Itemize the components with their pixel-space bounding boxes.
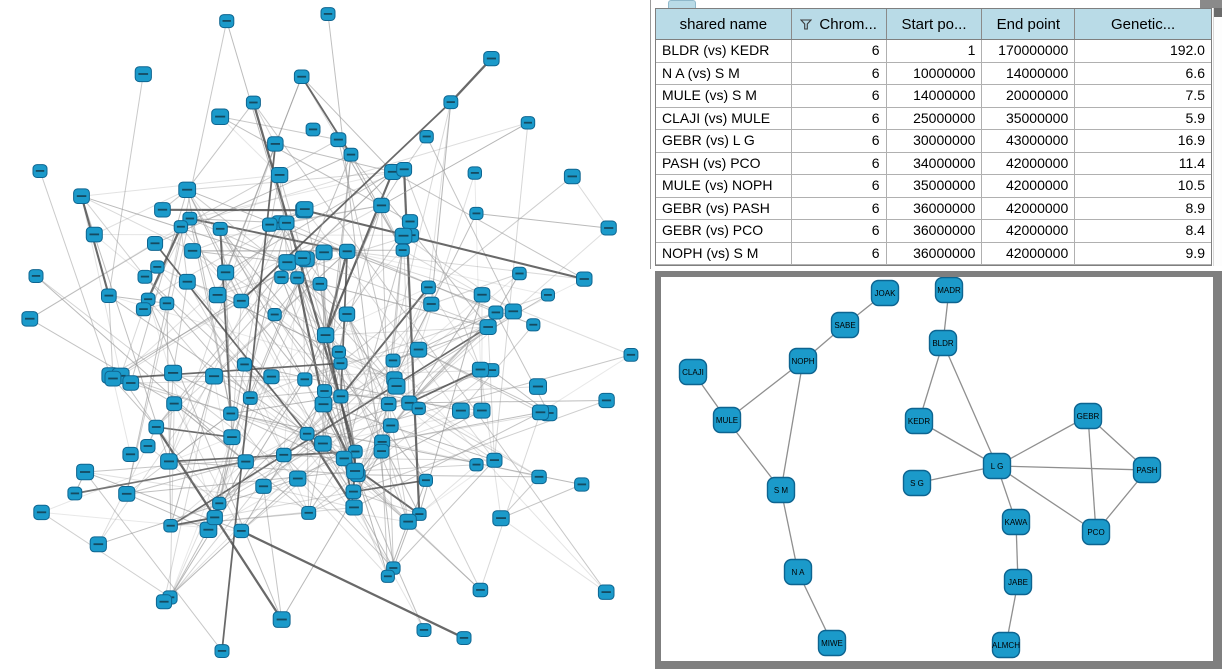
network-edge: [82, 196, 109, 296]
network-node-label: [213, 294, 223, 296]
network-node-label: [152, 426, 161, 428]
table-cell: 35000000: [887, 175, 983, 197]
network-edge: [427, 137, 514, 312]
network-node-label: [415, 408, 423, 410]
network-node-label: [216, 228, 225, 230]
network-node-label: S M: [773, 486, 789, 495]
network-node-label: [471, 172, 479, 174]
network-node-label: [318, 443, 328, 445]
network-edge: [358, 475, 539, 477]
network-node-label: [490, 459, 499, 461]
network-edge: [94, 190, 187, 235]
network-node-label: [535, 476, 544, 478]
column-header-genetic[interactable]: [1075, 9, 1211, 39]
network-node-label: [422, 479, 430, 481]
network-node-label: CLAJI: [682, 368, 704, 377]
column-header-label: Chrom...: [819, 15, 877, 33]
network-node-label: [602, 400, 611, 402]
table-cell: 6: [792, 40, 887, 62]
network-node-label: [420, 629, 428, 631]
network-node-label: [177, 226, 185, 228]
table-cell: GEBR (vs) PASH: [656, 198, 792, 220]
network-node-label: BLDR: [932, 339, 954, 348]
network-edge: [572, 177, 608, 229]
network-node-label: [544, 294, 552, 296]
network-node-label: [320, 390, 328, 392]
network-node-label: [403, 521, 413, 523]
network-node-label: [337, 395, 346, 397]
network-node-label: [487, 58, 496, 60]
network-node-label: [210, 517, 219, 519]
network-edge: [501, 518, 606, 592]
network-node-label: [384, 403, 393, 405]
network-node-label: [282, 222, 291, 224]
network-node-label: SABE: [834, 321, 856, 330]
network-node-label: [90, 234, 100, 236]
table-cell: 6: [792, 153, 887, 175]
table-cell: 6: [792, 220, 887, 242]
table-cell: 11.4: [1178, 154, 1205, 171]
network-node-label: [389, 567, 397, 569]
network-node-label: [515, 273, 523, 275]
network-node-label: [300, 208, 310, 210]
table-cell: 10.5: [1177, 177, 1205, 193]
network-node-label: [297, 76, 306, 78]
table-cell: PASH (vs) PCO: [656, 153, 792, 175]
network-node-label: [164, 461, 174, 463]
network-node-label: [351, 451, 359, 453]
network-node-label: [473, 213, 481, 215]
table-scrollbar-thumb[interactable]: [1214, 8, 1222, 17]
network-node-label: [241, 461, 250, 463]
network-node-label: [223, 20, 231, 22]
network-node-label: [186, 218, 194, 220]
table-body: [656, 40, 1211, 265]
network-edge: [173, 282, 187, 373]
network-node-label: [138, 73, 148, 75]
table-cell: 7.5: [1185, 87, 1205, 103]
network-node-label: [324, 13, 332, 15]
network-node-label: [77, 195, 87, 197]
network-node-label: [349, 491, 358, 493]
table-cell: 34000000: [887, 153, 983, 175]
table-cell: 1: [887, 40, 983, 62]
network-node-label: [389, 360, 397, 362]
network-edge: [480, 412, 540, 590]
network-edge: [42, 512, 171, 597]
network-node-label: MIWE: [821, 639, 843, 648]
network-node-label: [105, 295, 114, 297]
table-cell: 5.9: [1185, 109, 1205, 126]
table-cell: 9.9: [1185, 244, 1205, 261]
network-node-label: N A: [791, 568, 805, 577]
network-node-label: [221, 271, 231, 273]
network-node-label: [384, 575, 392, 577]
column-header-label: End point: [996, 15, 1061, 33]
network-edge: [355, 471, 424, 630]
network-node-label: [388, 171, 398, 173]
table-cell: 20000000: [982, 85, 1075, 107]
network-node-label: [399, 235, 409, 237]
table-cell: 6: [792, 130, 887, 152]
network-node-label: [321, 334, 331, 336]
table-row[interactable]: [656, 243, 1211, 266]
network-node-label: [80, 471, 90, 473]
network-node-label: [378, 441, 387, 443]
network-node-label: [456, 410, 466, 412]
network-edge: [167, 21, 227, 303]
network-node-label: [309, 129, 317, 131]
column-header-label: Start po...: [901, 15, 967, 33]
network-node-label: [298, 257, 307, 259]
network-node-label: [122, 493, 132, 495]
network-node-label: [377, 450, 386, 452]
network-node-label: [423, 136, 431, 138]
network-node-label: [350, 470, 360, 472]
network-node-label: [524, 122, 532, 124]
network-edge: [145, 277, 250, 398]
table-cell: 6: [792, 175, 887, 197]
network-node-label: [168, 372, 178, 374]
network-node-label: [139, 308, 148, 310]
network-node-label: [303, 433, 311, 435]
network-node-label: S G: [910, 479, 924, 488]
network-node-label: [340, 458, 349, 460]
table-scrollbar[interactable]: [1213, 8, 1222, 266]
network-node-label: [227, 436, 237, 438]
table-row[interactable]: [656, 108, 1211, 131]
table-cell: 42000000: [982, 243, 1075, 265]
subnetwork-canvas[interactable]: [661, 277, 1213, 661]
column-header-label: shared name: [679, 15, 768, 33]
network-edge: [475, 173, 481, 370]
network-node-label: [293, 478, 303, 480]
network-node-label: [246, 397, 254, 399]
network-node-label: [301, 378, 310, 380]
table-row[interactable]: [656, 85, 1211, 108]
subnetwork-view[interactable]: [661, 277, 1213, 661]
network-node-label: [279, 454, 288, 456]
network-node-label: [349, 507, 359, 509]
table-cell: 42000000: [982, 220, 1075, 242]
network-node-label: [392, 385, 402, 387]
table-cell: 10000000: [887, 63, 983, 85]
network-node-label: [237, 300, 246, 302]
table-cell: CLAJI (vs) MULE: [656, 108, 792, 130]
table-cell: 42000000: [982, 198, 1075, 220]
network-node-label: [94, 543, 104, 545]
network-node-label: [36, 170, 44, 172]
network-node-label: [460, 637, 468, 639]
network-node-label: [492, 312, 501, 314]
table-cell: 14000000: [982, 63, 1075, 85]
network-node-label: KEDR: [907, 417, 931, 426]
network-edge: [1088, 416, 1096, 532]
network-node-label: [259, 485, 268, 487]
network-node-label: [335, 351, 343, 353]
pane-splitter[interactable]: [650, 0, 651, 269]
network-node-label: [386, 425, 395, 427]
network-node-label: [602, 591, 611, 593]
table-cell: 30000000: [887, 130, 983, 152]
table-cell: 14000000: [887, 85, 983, 107]
network-node-label: [343, 250, 352, 252]
network-node-label: [405, 402, 414, 404]
network-edge: [109, 74, 143, 296]
network-node-label: ALMCH: [991, 641, 1021, 650]
table-row[interactable]: [656, 153, 1211, 176]
network-node-label: [126, 382, 135, 384]
table-cell: 6: [792, 85, 887, 107]
table-cell: MULE (vs) NOPH: [656, 175, 792, 197]
table-row[interactable]: [656, 220, 1211, 243]
network-node-label: [163, 302, 171, 304]
network-node-label: [249, 102, 257, 104]
table-cell: 35000000: [982, 108, 1075, 130]
network-node-label: [400, 168, 409, 170]
table-row[interactable]: [656, 63, 1211, 86]
network-node-label: [203, 529, 213, 531]
network-node-label: [316, 283, 324, 285]
network-node-label: [414, 349, 424, 351]
table-cell: 42000000: [982, 153, 1075, 175]
subnetwork-panel: [655, 271, 1222, 669]
network-node-label: [167, 525, 175, 527]
network-node-label: [277, 276, 285, 278]
network-node-label: [271, 143, 280, 145]
network-node-label: [170, 403, 179, 405]
network-node-label: [151, 242, 160, 244]
table-cell: N A (vs) S M: [656, 63, 792, 85]
network-node-label: [267, 376, 276, 378]
table-cell: 6: [792, 63, 887, 85]
network-node-label: [568, 176, 578, 178]
network-node-label: [144, 298, 152, 300]
network-node-label: KAWA: [1004, 518, 1028, 527]
column-header-end-point[interactable]: [982, 9, 1075, 39]
network-edge: [148, 446, 219, 503]
table-cell: 36000000: [887, 243, 983, 265]
network-edge: [482, 295, 631, 355]
filter-funnel-icon[interactable]: [800, 19, 812, 30]
network-edge: [403, 250, 482, 295]
table-row[interactable]: [656, 130, 1211, 153]
table-cell: MULE (vs) S M: [656, 85, 792, 107]
network-node-label: [277, 619, 287, 621]
network-node-label: [188, 250, 198, 252]
table-row[interactable]: [656, 175, 1211, 198]
table-cell: 42000000: [982, 175, 1075, 197]
table-row[interactable]: [656, 198, 1211, 221]
table-header-row: [656, 9, 1211, 40]
column-header-start-position[interactable]: [887, 9, 983, 39]
network-node-label: [508, 310, 518, 312]
network-edge: [94, 235, 411, 236]
network-node-label: [71, 493, 79, 495]
table-cell: 6: [792, 108, 887, 130]
network-node-label: [126, 453, 135, 455]
network-node-label: [604, 227, 613, 229]
network-node-label: [337, 362, 345, 364]
network-node-label: [32, 275, 40, 277]
table-cell: 8.9: [1185, 199, 1205, 216]
network-node-label: [427, 303, 436, 305]
network-node-label: [144, 445, 153, 447]
network-edge: [476, 214, 608, 229]
table-cell: 6.6: [1185, 64, 1205, 81]
table-cell: 192.0: [1169, 42, 1205, 58]
network-node-label: [265, 224, 274, 226]
network-node-label: [240, 364, 249, 366]
network-node-label: [153, 266, 161, 268]
network-node-label: [237, 530, 246, 532]
column-header-chromosome[interactable]: [792, 9, 887, 39]
network-node-label: PASH: [1136, 466, 1158, 475]
network-node-label: [271, 314, 279, 316]
network-edge: [540, 355, 631, 413]
table-cell: GEBR (vs) L G: [656, 130, 792, 152]
network-node-label: [293, 277, 301, 279]
network-node-label: [399, 249, 407, 251]
table-top-tab[interactable]: [668, 0, 696, 8]
network-node-label: [447, 101, 455, 103]
network-node-label: [160, 601, 169, 603]
network-edge: [409, 401, 606, 403]
network-node-label: [183, 281, 193, 283]
network-node-label: [529, 324, 537, 326]
network-edge: [943, 343, 997, 466]
network-node-label: [182, 189, 192, 191]
network-node-label: [108, 378, 118, 380]
network-node-label: [536, 411, 546, 413]
network-node-label: [347, 154, 355, 156]
network-node-label: [477, 294, 486, 296]
column-header-label: Genetic...: [1111, 15, 1176, 33]
network-node-label: [533, 386, 543, 388]
table-cell: 25000000: [887, 108, 983, 130]
network-node-label: NOPH: [791, 357, 815, 366]
network-node-label: [415, 513, 423, 515]
network-node-label: [319, 403, 329, 405]
table-cell: 6: [792, 198, 887, 220]
panel-corner-handle[interactable]: [1200, 0, 1222, 8]
network-node-label: [218, 650, 226, 652]
network-node-label: PCO: [1087, 528, 1105, 537]
network-edge: [156, 427, 232, 437]
table-cell: 16.9: [1177, 132, 1205, 148]
network-node-label: L G: [990, 462, 1004, 471]
network-node-label: [473, 464, 481, 466]
network-node-label: [580, 278, 589, 280]
network-node-label: [141, 276, 149, 278]
network-edge: [419, 465, 476, 515]
table-cell: 36000000: [887, 220, 983, 242]
network-node-label: [209, 375, 219, 377]
network-node-label: [334, 139, 343, 141]
table-cell: NOPH (vs) S M: [656, 243, 792, 265]
network-node-label: [377, 205, 386, 207]
table-cell: 36000000: [887, 198, 983, 220]
network-node-label: [319, 251, 329, 253]
network-node-label: [476, 369, 486, 371]
network-node-label: [406, 221, 415, 223]
network-node-label: [496, 517, 506, 519]
network-node-label: [275, 174, 285, 176]
network-node-label: [627, 354, 635, 356]
network-edge: [501, 485, 582, 519]
network-node-label: [305, 512, 313, 514]
network-node-label: [215, 116, 225, 118]
network-node-label: [342, 313, 351, 315]
network-node-label: JABE: [1007, 578, 1029, 587]
network-edge: [781, 361, 803, 490]
table-cell: 43000000: [982, 130, 1075, 152]
column-header-shared-name[interactable]: [656, 9, 792, 39]
network-node-label: [476, 589, 485, 591]
table-cell: GEBR (vs) PCO: [656, 220, 792, 242]
network-node-label: MADR: [937, 286, 961, 295]
network-node-label: [215, 502, 223, 504]
network-node-label: GEBR: [1076, 412, 1100, 421]
table-cell: 6: [792, 243, 887, 265]
network-node-label: [578, 484, 587, 486]
network-node-label: JOAK: [874, 289, 896, 298]
edge-attribute-table: [655, 8, 1212, 266]
table-cell: 8.4: [1185, 222, 1205, 238]
network-node-label: [477, 410, 487, 412]
table-cell: 170000000: [982, 40, 1075, 62]
network-node-label: [483, 326, 493, 328]
network-node-label: [424, 286, 432, 288]
network-node-label: [158, 209, 167, 211]
table-cell: BLDR (vs) KEDR: [656, 40, 792, 62]
network-edge: [494, 123, 528, 460]
network-node-label: [25, 318, 35, 320]
network-node-label: MULE: [715, 416, 739, 425]
table-row[interactable]: [656, 40, 1211, 63]
network-edge: [997, 466, 1147, 470]
network-node-label: [227, 413, 236, 415]
network-node-label: [282, 261, 292, 263]
network-node-label: [37, 511, 46, 513]
